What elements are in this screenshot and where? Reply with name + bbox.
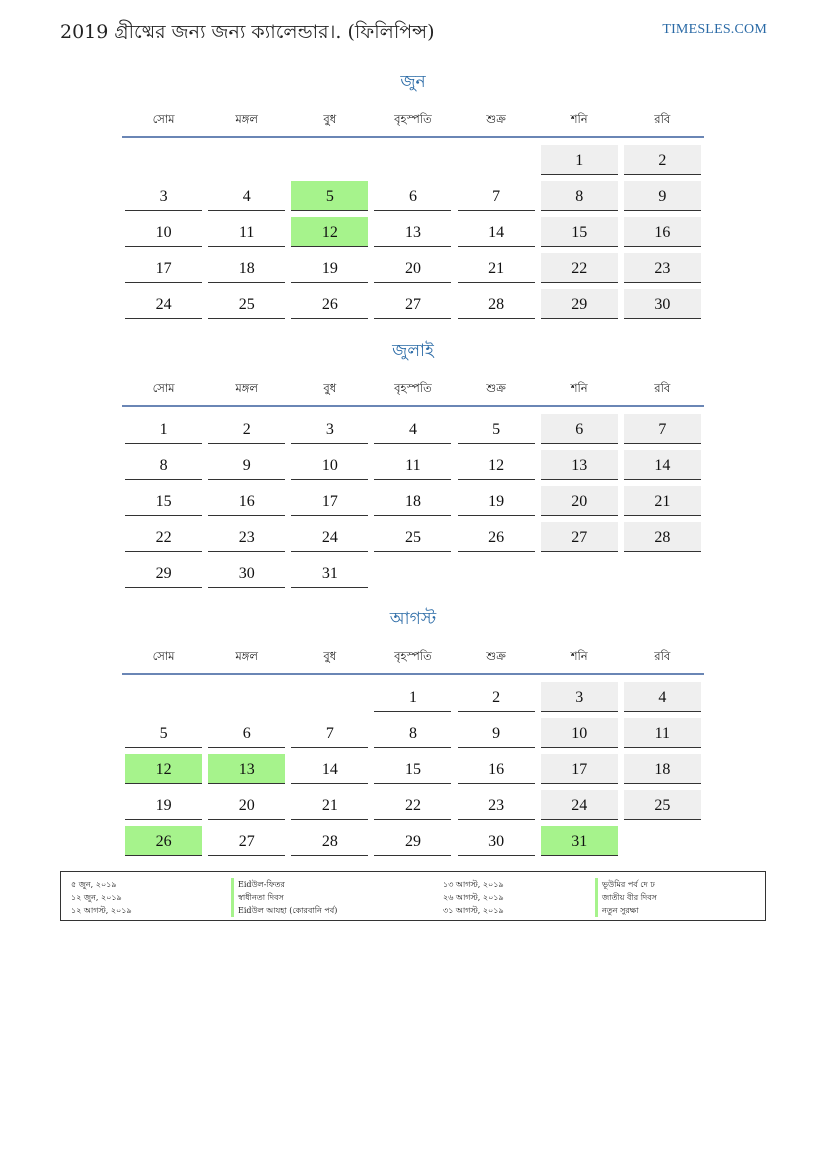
weekday-header	[122, 373, 704, 407]
day-cell: 18	[624, 754, 701, 784]
day-cell: 19	[458, 486, 535, 516]
day-cell: 6	[374, 181, 451, 211]
month-title: জুলাই	[392, 341, 434, 361]
day-cell: 9	[208, 450, 285, 480]
weekday-label: সোম	[152, 380, 175, 395]
day-cell: 14	[291, 754, 368, 784]
day-cell: 2	[624, 145, 701, 175]
day-cell: 27	[541, 522, 618, 552]
weekday-label: রবি	[654, 380, 671, 395]
weekday-label: মঙ্গল	[235, 111, 258, 126]
empty-day-cell	[125, 145, 202, 175]
day-cell: 26	[291, 289, 368, 319]
legend-right-names	[595, 878, 657, 917]
weekday-label: শুক্র	[486, 648, 506, 663]
day-cell: 30	[458, 826, 535, 856]
empty-day-cell	[374, 558, 451, 588]
day-cell: 29	[374, 826, 451, 856]
weekday-label: মঙ্গল	[235, 380, 258, 395]
day-cell: 22	[541, 253, 618, 283]
day-cell: 16	[458, 754, 535, 784]
empty-day-cell	[624, 558, 701, 588]
day-cell: 5	[458, 414, 535, 444]
weekday-label: সোম	[152, 648, 175, 663]
weekday-label: শুক্র	[486, 380, 506, 395]
day-cell: 18	[208, 253, 285, 283]
day-cell: 12	[458, 450, 535, 480]
legend-holiday-name: স্বাধীনতা দিবস	[231, 891, 337, 904]
day-cell: 3	[291, 414, 368, 444]
empty-day-cell	[291, 145, 368, 175]
page-title: 2019 গ্রীষ্মের জন্য জন্য ক্যালেন্ডার।. (ফিলিপিন্স)	[60, 21, 435, 43]
day-cell: 17	[125, 253, 202, 283]
day-cell: 10	[125, 217, 202, 247]
day-cell: 20	[208, 790, 285, 820]
day-cell: 29	[541, 289, 618, 319]
month-august	[122, 605, 704, 859]
day-cell: 19	[291, 253, 368, 283]
day-cell: 25	[374, 522, 451, 552]
day-cell: 30	[624, 289, 701, 319]
day-cell: 25	[624, 790, 701, 820]
empty-day-cell	[541, 558, 618, 588]
legend-holiday-name: নতুন সুরক্ষা	[595, 904, 657, 917]
day-grid	[122, 679, 704, 859]
day-cell: 8	[125, 450, 202, 480]
legend-date: ২৬ আগস্ট, ২০১৯	[443, 893, 504, 902]
week-row	[122, 519, 704, 555]
legend-date: ৩১ আগস্ট, ২০১৯	[443, 906, 504, 915]
day-cell: 6	[541, 414, 618, 444]
weekday-label: বৃহস্পতি	[394, 111, 432, 126]
legend-date: ১২ জুন, ২০১৯	[71, 893, 122, 902]
month-june	[122, 68, 704, 322]
empty-day-cell	[208, 145, 285, 175]
weekday-label: রবি	[654, 648, 671, 663]
day-cell: 3	[125, 181, 202, 211]
weekday-label: বুধ	[323, 380, 337, 395]
holiday-day-cell: 12	[291, 217, 368, 247]
day-cell: 13	[374, 217, 451, 247]
day-cell: 25	[208, 289, 285, 319]
empty-day-cell	[624, 826, 701, 856]
day-cell: 15	[374, 754, 451, 784]
weekday-label: রবি	[654, 111, 671, 126]
day-cell: 19	[125, 790, 202, 820]
day-grid	[122, 411, 704, 591]
day-cell: 27	[374, 289, 451, 319]
day-cell: 8	[541, 181, 618, 211]
day-cell: 14	[624, 450, 701, 480]
day-cell: 11	[208, 217, 285, 247]
day-cell: 14	[458, 217, 535, 247]
day-cell: 9	[624, 181, 701, 211]
day-grid	[122, 142, 704, 322]
legend-date: ১৩ আগস্ট, ২০১৯	[443, 880, 504, 889]
legend-holiday-name: Eidউল আযহা (কোরবানি পর্ব)	[231, 904, 337, 917]
holiday-legend	[60, 871, 766, 921]
day-cell: 18	[374, 486, 451, 516]
weekday-header	[122, 104, 704, 138]
week-row	[122, 715, 704, 751]
holiday-day-cell: 12	[125, 754, 202, 784]
week-row	[122, 142, 704, 178]
holiday-day-cell: 26	[125, 826, 202, 856]
day-cell: 15	[125, 486, 202, 516]
day-cell: 24	[291, 522, 368, 552]
site-link[interactable]: TIMESLES.COM	[662, 22, 767, 37]
week-row	[122, 483, 704, 519]
legend-date: ১২ আগস্ট, ২০১৯	[71, 906, 132, 915]
month-title: আগস্ট	[389, 609, 437, 629]
weekday-label: বুধ	[323, 648, 337, 663]
day-cell: 22	[125, 522, 202, 552]
day-cell: 1	[125, 414, 202, 444]
week-row	[122, 787, 704, 823]
day-cell: 20	[374, 253, 451, 283]
day-cell: 28	[624, 522, 701, 552]
day-cell: 23	[208, 522, 285, 552]
month-title: জুন	[400, 72, 426, 92]
day-cell: 1	[541, 145, 618, 175]
empty-day-cell	[291, 682, 368, 712]
month-july	[122, 337, 704, 591]
empty-day-cell	[208, 682, 285, 712]
day-cell: 4	[624, 682, 701, 712]
day-cell: 17	[541, 754, 618, 784]
day-cell: 30	[208, 558, 285, 588]
day-cell: 21	[458, 253, 535, 283]
day-cell: 10	[541, 718, 618, 748]
legend-right-dates	[443, 878, 504, 917]
day-cell: 4	[208, 181, 285, 211]
week-row	[122, 823, 704, 859]
empty-day-cell	[125, 682, 202, 712]
legend-holiday-name: Eidউল-ফিতর	[231, 878, 337, 891]
day-cell: 31	[291, 558, 368, 588]
week-row	[122, 751, 704, 787]
day-cell: 9	[458, 718, 535, 748]
day-cell: 16	[624, 217, 701, 247]
day-cell: 22	[374, 790, 451, 820]
empty-day-cell	[374, 145, 451, 175]
day-cell: 2	[208, 414, 285, 444]
day-cell: 17	[291, 486, 368, 516]
day-cell: 13	[541, 450, 618, 480]
legend-holiday-name: জাতীয় বীর দিবস	[595, 891, 657, 904]
weekday-label: শনি	[570, 111, 588, 126]
day-cell: 23	[624, 253, 701, 283]
day-cell: 24	[125, 289, 202, 319]
day-cell: 2	[458, 682, 535, 712]
day-cell: 21	[291, 790, 368, 820]
day-cell: 10	[291, 450, 368, 480]
weekday-label: শুক্র	[486, 111, 506, 126]
day-cell: 5	[125, 718, 202, 748]
day-cell: 23	[458, 790, 535, 820]
day-cell: 16	[208, 486, 285, 516]
day-cell: 11	[624, 718, 701, 748]
holiday-day-cell: 5	[291, 181, 368, 211]
day-cell: 15	[541, 217, 618, 247]
legend-left-dates	[71, 878, 132, 917]
holiday-day-cell: 13	[208, 754, 285, 784]
day-cell: 6	[208, 718, 285, 748]
day-cell: 7	[458, 181, 535, 211]
legend-date: ৫ জুন, ২০১৯	[71, 880, 117, 889]
day-cell: 4	[374, 414, 451, 444]
legend-left-names	[231, 878, 337, 917]
day-cell: 27	[208, 826, 285, 856]
weekday-label: শনি	[570, 648, 588, 663]
day-cell: 24	[541, 790, 618, 820]
empty-day-cell	[458, 145, 535, 175]
empty-day-cell	[458, 558, 535, 588]
weekday-label: বৃহস্পতি	[394, 648, 432, 663]
holiday-day-cell: 31	[541, 826, 618, 856]
week-row	[122, 178, 704, 214]
weekday-label: সোম	[152, 111, 175, 126]
week-row	[122, 214, 704, 250]
week-row	[122, 555, 704, 591]
weekday-label: বুধ	[323, 111, 337, 126]
week-row	[122, 250, 704, 286]
day-cell: 7	[624, 414, 701, 444]
day-cell: 11	[374, 450, 451, 480]
weekday-label: শনি	[570, 380, 588, 395]
weekday-label: বৃহস্পতি	[394, 380, 432, 395]
weekday-label: মঙ্গল	[235, 648, 258, 663]
day-cell: 21	[624, 486, 701, 516]
legend-holiday-name: ভূউমির পর্ব দে ঢ	[595, 878, 657, 891]
week-row	[122, 411, 704, 447]
week-row	[122, 286, 704, 322]
day-cell: 3	[541, 682, 618, 712]
day-cell: 28	[458, 289, 535, 319]
day-cell: 28	[291, 826, 368, 856]
day-cell: 26	[458, 522, 535, 552]
day-cell: 7	[291, 718, 368, 748]
day-cell: 29	[125, 558, 202, 588]
weekday-header	[122, 641, 704, 675]
day-cell: 1	[374, 682, 451, 712]
day-cell: 20	[541, 486, 618, 516]
week-row	[122, 447, 704, 483]
week-row	[122, 679, 704, 715]
day-cell: 8	[374, 718, 451, 748]
